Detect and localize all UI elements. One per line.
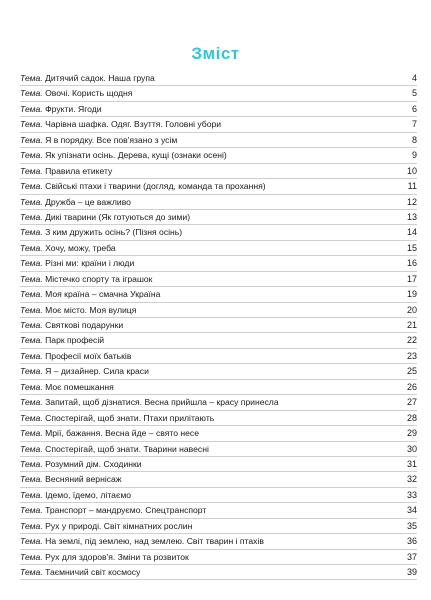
toc-entry — [20, 550, 417, 565]
toc-entry-page-number: 30 — [406, 443, 417, 454]
toc-entry-text: Рух у природі. Світ кімнатних рослин — [45, 520, 193, 531]
toc-entry — [20, 426, 417, 441]
toc-entry-title — [20, 380, 387, 394]
toc-entry-prefix: Тема. — [20, 520, 43, 531]
toc-entry-text: Мрії, бажання. Весна йде – свято несе — [45, 428, 199, 439]
toc-entry-text: Фрукти. Ягоди — [45, 103, 102, 114]
toc-entry-page-number: 12 — [406, 196, 417, 207]
toc-entry — [20, 349, 417, 364]
toc-entry-prefix: Тема. — [20, 273, 43, 284]
toc-entry-page-number: 19 — [406, 289, 417, 300]
toc-entry-prefix: Тема. — [20, 567, 43, 577]
toc-entry-prefix: Тема. — [20, 335, 43, 346]
toc-entry-page-number: 17 — [406, 273, 417, 284]
toc-entry-text: Я – дизайнер. Сила краси — [45, 366, 149, 377]
toc-entry-prefix: Тема. — [20, 165, 43, 176]
toc-entry-title — [20, 179, 387, 193]
toc-entry — [20, 364, 417, 379]
toc-entry-page-number: 22 — [406, 335, 417, 346]
toc-entry-prefix: Тема. — [20, 458, 43, 469]
toc-entry-text: Професії моїх батьків — [45, 350, 132, 361]
toc-entry — [20, 333, 417, 348]
toc-entry-page-number: 27 — [406, 397, 417, 408]
toc-entry-title — [20, 519, 387, 533]
toc-entry-prefix: Тема. — [20, 73, 43, 83]
toc-entry — [20, 164, 417, 179]
toc-entry-title — [20, 349, 387, 363]
toc-entry-prefix: Тема. — [20, 428, 43, 439]
toc-entry-prefix: Тема. — [20, 103, 43, 114]
toc-entry-title — [20, 86, 387, 100]
toc-entry-title — [20, 225, 387, 239]
toc-entry-prefix: Тема. — [20, 551, 43, 562]
toc-entry-text: Містечко спорту та іграшок — [45, 273, 153, 284]
toc-entry-prefix: Тема. — [20, 181, 43, 192]
toc-entry-text: Транспорт – мандруємо. Спецтранспорт — [45, 505, 207, 516]
toc-entry-title — [20, 488, 387, 502]
toc-entry — [20, 256, 417, 271]
toc-entry-prefix: Тема. — [20, 134, 43, 145]
toc-entry-page-number: 21 — [406, 320, 417, 330]
toc-entry-title — [20, 287, 387, 301]
toc-entry-page-number: 34 — [406, 505, 417, 516]
toc-entry-title — [20, 411, 387, 425]
toc-entry-title — [20, 565, 387, 579]
toc-entry-page-number: 9 — [411, 150, 417, 161]
toc-entry-page-number: 35 — [406, 520, 417, 531]
toc-entry-prefix: Тема. — [20, 258, 43, 269]
toc-entry — [20, 472, 417, 487]
toc-entry-prefix: Тема. — [20, 196, 43, 207]
toc-entry — [20, 318, 417, 333]
toc-entry-prefix: Тема. — [20, 505, 43, 516]
toc-entry-text: Спостерігай, щоб знати. Тварини навесні — [45, 443, 209, 454]
toc-entry-page-number: 6 — [411, 103, 417, 114]
toc-entry — [20, 241, 417, 256]
toc-entry-text: Рух для здоров'я. Зміни та розвиток — [45, 551, 189, 562]
toc-entry-title — [20, 426, 387, 440]
toc-entry-prefix: Тема. — [20, 150, 43, 161]
toc-entry-page-number: 29 — [406, 428, 417, 439]
toc-entry-text: Моє помешкання — [45, 381, 114, 392]
toc-entry — [20, 442, 417, 457]
toc-entry — [20, 503, 417, 518]
toc-entry — [20, 210, 417, 225]
toc-entry — [20, 519, 417, 534]
toc-entry — [20, 411, 417, 426]
toc-entry-prefix: Тема. — [20, 489, 43, 500]
toc-entry — [20, 195, 417, 210]
toc-entry-title — [20, 457, 387, 471]
toc-entry-title — [20, 256, 387, 270]
toc-entry-page-number: 20 — [406, 304, 417, 315]
page-title: Зміст — [191, 44, 240, 63]
toc-entry-text: Спостерігай, щоб знати. Птахи прилітають — [45, 412, 215, 423]
toc-entry — [20, 534, 417, 549]
toc-entry-text: Правила етикету — [45, 165, 113, 176]
toc-entry-prefix: Тема. — [20, 412, 43, 423]
toc-entry-title — [20, 395, 387, 409]
toc-entry-text: Весняний вернісаж — [45, 474, 122, 485]
toc-entry-page-number: 39 — [406, 567, 417, 577]
toc-entry-text: Запитай, щоб дізнатися. Весна прийшла – красу принесла — [45, 397, 279, 408]
toc-entry-page-number: 28 — [406, 412, 417, 423]
toc-entry — [20, 117, 417, 132]
toc-entry-prefix: Тема. — [20, 366, 43, 377]
toc-entry — [20, 380, 417, 395]
toc-entry-title — [20, 241, 387, 255]
toc-entry-title — [20, 133, 387, 147]
toc-entry-title — [20, 318, 387, 332]
toc-entry-text: З ким дружить осінь? (Пізня осінь) — [45, 227, 183, 238]
toc-entry-page-number: 8 — [411, 134, 417, 145]
toc-entry-title — [20, 148, 387, 162]
toc-entry-text: Як упізнати осінь. Дерева, кущі (ознаки осені) — [45, 150, 227, 161]
toc-entry — [20, 287, 417, 302]
toc-entry-text: Дружба – це важливо — [45, 196, 131, 207]
toc-entry-page-number: 36 — [406, 536, 417, 547]
toc-entry — [20, 395, 417, 410]
toc-entry-prefix: Тема. — [20, 211, 43, 222]
toc-entry-page-number: 10 — [406, 165, 417, 176]
toc-entry-page-number: 16 — [406, 258, 417, 269]
toc-entry-page-number: 25 — [406, 366, 417, 377]
toc-entry-title — [20, 210, 387, 224]
toc-entry-prefix: Тема. — [20, 350, 43, 361]
toc-entry-prefix: Тема. — [20, 397, 43, 408]
toc-entry-prefix: Тема. — [20, 536, 43, 547]
toc-entry-text: Дикі тварини (Як готуються до зими) — [45, 211, 191, 222]
toc-entry-title — [20, 364, 387, 378]
toc-entry-title — [20, 442, 387, 456]
toc-entry-text: Моя країна – смачна Україна — [45, 289, 161, 300]
toc-entry-page-number: 14 — [406, 227, 417, 238]
toc-entry-prefix: Тема. — [20, 474, 43, 485]
toc-entry — [20, 303, 417, 318]
toc-entry-title — [20, 164, 387, 178]
toc-entry-text: Свійські птахи і тварини (догляд, команда та прохання) — [45, 181, 266, 192]
toc-entry-page-number: 15 — [406, 242, 417, 253]
toc-entry-page-number: 11 — [407, 181, 417, 192]
toc-entry — [20, 71, 417, 86]
table-of-contents — [20, 71, 417, 580]
toc-entry-text: Чарівна шафка. Одяг. Взуття. Головні убори — [45, 119, 222, 130]
toc-entry-text: Ідемо, їдемо, літаємо — [45, 489, 132, 500]
toc-entry-title — [20, 472, 387, 486]
toc-entry-title — [20, 102, 387, 116]
toc-entry-page-number: 13 — [406, 211, 417, 222]
toc-entry-prefix: Тема. — [20, 242, 43, 253]
toc-entry — [20, 179, 417, 194]
toc-entry — [20, 272, 417, 287]
toc-entry-prefix: Тема. — [20, 381, 43, 392]
toc-entry — [20, 148, 417, 163]
toc-entry — [20, 565, 417, 580]
toc-entry-text: Хочу, можу, треба — [45, 242, 116, 253]
toc-entry-page-number: 5 — [411, 88, 417, 99]
toc-entry-text: Я в порядку. Все пов'язано з усім — [45, 134, 178, 145]
toc-entry — [20, 102, 417, 117]
toc-entry-title — [20, 333, 387, 347]
toc-entry-text: На землі, під землею, над землею. Світ тварин і птахів — [45, 536, 264, 547]
toc-entry-title — [20, 195, 387, 209]
toc-entry-prefix: Тема. — [20, 88, 43, 99]
toc-entry-text: Парк професій — [45, 335, 105, 346]
toc-entry-page-number: 4 — [411, 73, 417, 83]
toc-entry-page-number: 7 — [411, 119, 417, 130]
toc-entry-prefix: Тема. — [20, 289, 43, 300]
toc-entry-title — [20, 272, 387, 286]
toc-entry-title — [20, 117, 387, 131]
toc-entry-page-number: 23 — [406, 350, 417, 361]
toc-entry — [20, 457, 417, 472]
toc-entry — [20, 225, 417, 240]
toc-entry — [20, 86, 417, 101]
toc-entry-prefix: Тема. — [20, 227, 43, 238]
toc-entry-title — [20, 71, 387, 85]
toc-entry-text: Дитячий садок. Наша група — [45, 73, 155, 83]
toc-entry-text: Моє місто. Моя вулиця — [45, 304, 137, 315]
toc-entry-text: Різні ми: країни і люди — [45, 258, 135, 269]
toc-entry-text: Святкові подарунки — [45, 320, 124, 330]
toc-entry — [20, 488, 417, 503]
toc-entry — [20, 133, 417, 148]
toc-entry-title — [20, 550, 387, 564]
toc-entry-prefix: Тема. — [20, 320, 43, 330]
toc-entry-text: Розумний дім. Сходинки — [45, 458, 142, 469]
toc-entry-page-number: 37 — [406, 551, 417, 562]
toc-entry-page-number: 31 — [406, 458, 417, 469]
toc-entry-prefix: Тема. — [20, 119, 43, 130]
toc-entry-text: Таємничий світ космосу — [45, 567, 141, 577]
toc-entry-prefix: Тема. — [20, 443, 43, 454]
toc-entry-page-number: 33 — [406, 489, 417, 500]
toc-entry-title — [20, 503, 387, 517]
toc-entry-title — [20, 303, 387, 317]
toc-entry-prefix: Тема. — [20, 304, 43, 315]
toc-entry-title — [20, 534, 387, 548]
toc-entry-text: Овочі. Користь щодня — [45, 88, 133, 99]
toc-entry-page-number: 32 — [406, 474, 417, 485]
toc-entry-page-number: 26 — [406, 381, 417, 392]
